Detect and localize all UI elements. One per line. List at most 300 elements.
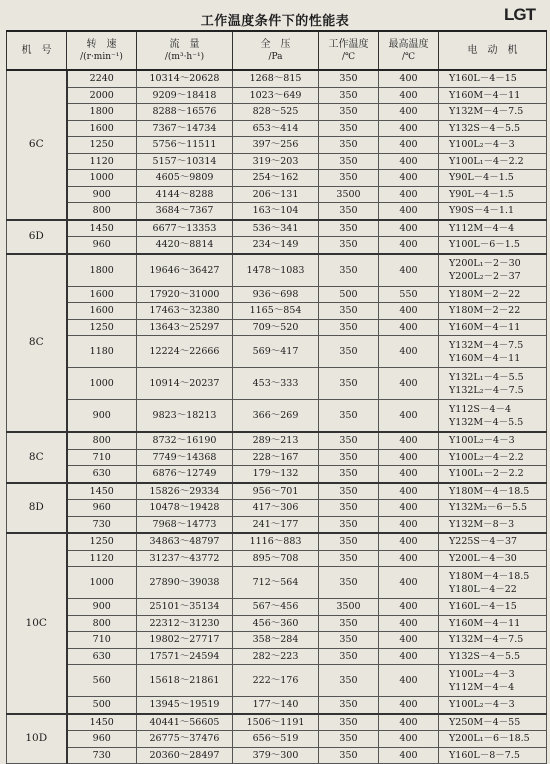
model-cell: 6D xyxy=(7,220,67,254)
flow-cell: 6876～12749 xyxy=(137,466,233,483)
max-temp-cell: 400 xyxy=(379,170,439,187)
pressure-cell: 1478～1083 xyxy=(233,254,319,287)
pressure-cell: 358～284 xyxy=(233,632,319,649)
flow-cell: 13945～19519 xyxy=(137,697,233,714)
work-temp-cell: 350 xyxy=(319,550,379,567)
pressure-cell: 254～162 xyxy=(233,170,319,187)
work-temp-cell: 350 xyxy=(319,70,379,87)
motor-cell xyxy=(439,87,547,104)
speed-cell: 1450 xyxy=(67,483,137,500)
motor-model: Y132S－4－5.5 xyxy=(449,122,521,134)
table-row xyxy=(7,170,547,187)
table-row xyxy=(7,70,547,87)
motor-cell xyxy=(439,137,547,154)
motor-model: Y132M₂－6－5.5 xyxy=(449,502,528,514)
publisher-logo: LGT xyxy=(504,5,535,24)
motor-cell xyxy=(439,286,547,303)
pressure-cell: 1116～883 xyxy=(233,533,319,550)
motor-model: Y200L₁－2－30 xyxy=(449,258,521,269)
motor-model: Y200L₁－6－18.5 xyxy=(449,733,530,745)
speed-cell: 2240 xyxy=(67,70,137,87)
table-row xyxy=(7,400,547,433)
table-row xyxy=(7,319,547,336)
motor-model: Y132M－4－5.5 xyxy=(449,416,524,428)
motor-cell xyxy=(439,170,547,187)
flow-cell: 6677～13353 xyxy=(137,220,233,237)
flow-cell: 9823～18213 xyxy=(137,400,233,433)
pressure-cell: 289～213 xyxy=(233,432,319,449)
max-temp-cell: 400 xyxy=(379,648,439,665)
motor-cell xyxy=(439,516,547,533)
motor-cell xyxy=(439,500,547,517)
max-temp-cell: 400 xyxy=(379,665,439,697)
pressure-cell: 453～333 xyxy=(233,368,319,400)
flow-cell: 15826～29334 xyxy=(137,483,233,500)
speed-cell: 1450 xyxy=(67,220,137,237)
speed-cell: 1000 xyxy=(67,170,137,187)
work-temp-cell: 350 xyxy=(319,336,379,368)
motor-model: Y160M－4－11 xyxy=(449,352,521,364)
max-temp-cell: 400 xyxy=(379,516,439,533)
max-temp-cell: 400 xyxy=(379,632,439,649)
table-row xyxy=(7,368,547,400)
motor-model: Y132L₂－4－7.5 xyxy=(449,384,524,396)
motor-model: Y100L₂－4－3 xyxy=(449,668,515,680)
table-row xyxy=(7,254,547,287)
work-temp-cell: 350 xyxy=(319,500,379,517)
work-temp-cell: 350 xyxy=(319,319,379,336)
model-cell: 8D xyxy=(7,483,67,534)
motor-cell xyxy=(439,254,547,287)
table-row xyxy=(7,104,547,121)
motor-cell xyxy=(439,336,547,368)
motor-model: Y132M－4－7.5 xyxy=(449,106,524,118)
motor-model: Y160M－4－11 xyxy=(449,617,521,629)
model-cell: 8C xyxy=(7,254,67,433)
table-row xyxy=(7,336,547,368)
max-temp-cell: 400 xyxy=(379,483,439,500)
max-temp-cell: 400 xyxy=(379,714,439,731)
flow-cell: 7749～14368 xyxy=(137,449,233,466)
pressure-cell: 177～140 xyxy=(233,697,319,714)
motor-model: Y180M－2－22 xyxy=(449,288,521,300)
speed-cell: 1600 xyxy=(67,120,137,137)
work-temp-cell: 350 xyxy=(319,483,379,500)
work-temp-cell: 350 xyxy=(319,303,379,320)
flow-cell: 4605～9809 xyxy=(137,170,233,187)
max-temp-cell: 400 xyxy=(379,220,439,237)
max-temp-cell: 400 xyxy=(379,449,439,466)
table-row xyxy=(7,615,547,632)
speed-cell: 1450 xyxy=(67,714,137,731)
work-temp-cell: 350 xyxy=(319,220,379,237)
motor-model: Y180M－2－22 xyxy=(449,305,521,317)
motor-model: Y180M－4－18.5 xyxy=(449,485,530,497)
pressure-cell: 712～564 xyxy=(233,567,319,599)
motor-model: Y100L₂－4－3 xyxy=(449,699,515,711)
motor-model: Y250M－4－55 xyxy=(449,716,521,728)
speed-cell: 900 xyxy=(67,599,137,616)
max-temp-cell: 400 xyxy=(379,254,439,287)
motor-model: Y100L₁－2－2.2 xyxy=(449,468,524,480)
pressure-cell: 956～701 xyxy=(233,483,319,500)
motor-model: Y160L－4－15 xyxy=(449,73,517,85)
flow-cell: 13643～25297 xyxy=(137,319,233,336)
pressure-cell: 1165～854 xyxy=(233,303,319,320)
max-temp-cell: 400 xyxy=(379,400,439,433)
table-row xyxy=(7,665,547,697)
motor-cell xyxy=(439,400,547,433)
model-cell: 10C xyxy=(7,533,67,714)
work-temp-cell: 3500 xyxy=(319,186,379,203)
work-temp-cell: 350 xyxy=(319,237,379,254)
max-temp-cell: 400 xyxy=(379,615,439,632)
work-temp-cell: 350 xyxy=(319,533,379,550)
table-row xyxy=(7,87,547,104)
flow-cell: 27890～39038 xyxy=(137,567,233,599)
flow-cell: 8288～16576 xyxy=(137,104,233,121)
work-temp-cell: 350 xyxy=(319,137,379,154)
max-temp-cell: 400 xyxy=(379,70,439,87)
work-temp-cell: 350 xyxy=(319,747,379,764)
header-row xyxy=(7,31,547,70)
table-row xyxy=(7,186,547,203)
table-row xyxy=(7,567,547,599)
motor-cell xyxy=(439,466,547,483)
pressure-cell: 569～417 xyxy=(233,336,319,368)
max-temp-cell: 400 xyxy=(379,599,439,616)
work-temp-cell: 350 xyxy=(319,104,379,121)
header-motor: 电 动 机 xyxy=(439,31,547,70)
flow-cell: 31237～43772 xyxy=(137,550,233,567)
flow-cell: 12224～22666 xyxy=(137,336,233,368)
speed-cell: 960 xyxy=(67,731,137,748)
max-temp-cell: 400 xyxy=(379,87,439,104)
motor-cell xyxy=(439,747,547,764)
flow-cell: 20360～28497 xyxy=(137,747,233,764)
motor-cell xyxy=(439,449,547,466)
speed-cell: 630 xyxy=(67,648,137,665)
motor-model: Y112M－4－4 xyxy=(449,222,515,234)
motor-model: Y200L－4－30 xyxy=(449,552,517,564)
max-temp-cell: 400 xyxy=(379,368,439,400)
flow-cell: 19646～36427 xyxy=(137,254,233,287)
flow-cell: 4144～8288 xyxy=(137,186,233,203)
motor-cell xyxy=(439,220,547,237)
work-temp-cell: 350 xyxy=(319,87,379,104)
table-row xyxy=(7,432,547,449)
pressure-cell: 536～341 xyxy=(233,220,319,237)
motor-cell xyxy=(439,665,547,697)
motor-model: Y100L₂－4－2.2 xyxy=(449,451,524,463)
max-temp-cell: 400 xyxy=(379,747,439,764)
speed-cell: 800 xyxy=(67,203,137,220)
speed-cell: 1250 xyxy=(67,319,137,336)
table-row xyxy=(7,449,547,466)
flow-cell: 15618～21861 xyxy=(137,665,233,697)
speed-cell: 1120 xyxy=(67,550,137,567)
speed-cell: 1250 xyxy=(67,137,137,154)
speed-cell: 1800 xyxy=(67,254,137,287)
max-temp-cell: 400 xyxy=(379,336,439,368)
flow-cell: 8732～16190 xyxy=(137,432,233,449)
table-row xyxy=(7,237,547,254)
work-temp-cell: 350 xyxy=(319,516,379,533)
motor-cell xyxy=(439,432,547,449)
motor-model: Y100L₂－4－3 xyxy=(449,139,515,151)
motor-model: Y112M－4－4 xyxy=(449,681,515,693)
work-temp-cell: 350 xyxy=(319,665,379,697)
work-temp-cell: 350 xyxy=(319,615,379,632)
performance-table xyxy=(6,30,547,764)
table-row xyxy=(7,533,547,550)
motor-cell xyxy=(439,368,547,400)
motor-cell xyxy=(439,203,547,220)
motor-model: Y100L₂－4－3 xyxy=(449,435,515,447)
motor-cell xyxy=(439,319,547,336)
speed-cell: 1000 xyxy=(67,567,137,599)
pressure-cell: 366～269 xyxy=(233,400,319,433)
table-row xyxy=(7,632,547,649)
max-temp-cell: 400 xyxy=(379,432,439,449)
motor-model: Y160L－8－7.5 xyxy=(449,749,520,761)
motor-cell xyxy=(439,70,547,87)
speed-cell: 800 xyxy=(67,432,137,449)
flow-cell: 10914～20237 xyxy=(137,368,233,400)
motor-model: Y100L－6－1.5 xyxy=(449,239,520,251)
table-row xyxy=(7,286,547,303)
table-body xyxy=(7,70,547,764)
motor-cell xyxy=(439,697,547,714)
max-temp-cell: 400 xyxy=(379,303,439,320)
speed-cell: 1800 xyxy=(67,104,137,121)
work-temp-cell: 3500 xyxy=(319,599,379,616)
model-cell: 8C xyxy=(7,432,67,483)
pressure-cell: 417～306 xyxy=(233,500,319,517)
flow-cell: 5157～10314 xyxy=(137,153,233,170)
header-flow: 流 量 /(m³·h⁻¹) xyxy=(137,31,233,70)
flow-cell: 7367～14734 xyxy=(137,120,233,137)
work-temp-cell: 350 xyxy=(319,203,379,220)
work-temp-cell: 350 xyxy=(319,368,379,400)
motor-cell xyxy=(439,567,547,599)
motor-cell xyxy=(439,615,547,632)
work-temp-cell: 500 xyxy=(319,286,379,303)
speed-cell: 2000 xyxy=(67,87,137,104)
speed-cell: 1180 xyxy=(67,336,137,368)
max-temp-cell: 400 xyxy=(379,237,439,254)
motor-model: Y132M－4－7.5 xyxy=(449,339,524,351)
pressure-cell: 179～132 xyxy=(233,466,319,483)
speed-cell: 1600 xyxy=(67,286,137,303)
motor-cell xyxy=(439,186,547,203)
flow-cell: 17463～32380 xyxy=(137,303,233,320)
work-temp-cell: 350 xyxy=(319,648,379,665)
max-temp-cell: 550 xyxy=(379,286,439,303)
work-temp-cell: 350 xyxy=(319,731,379,748)
motor-model: Y160M－4－11 xyxy=(449,321,521,333)
motor-cell xyxy=(439,483,547,500)
max-temp-cell: 400 xyxy=(379,203,439,220)
motor-model: Y160L－4－15 xyxy=(449,601,517,613)
speed-cell: 710 xyxy=(67,632,137,649)
pressure-cell: 936～698 xyxy=(233,286,319,303)
max-temp-cell: 400 xyxy=(379,550,439,567)
table-row xyxy=(7,120,547,137)
table-row xyxy=(7,466,547,483)
flow-cell: 22312～31230 xyxy=(137,615,233,632)
table-row xyxy=(7,550,547,567)
max-temp-cell: 400 xyxy=(379,186,439,203)
max-temp-cell: 400 xyxy=(379,120,439,137)
motor-model: Y132S－4－5.5 xyxy=(449,650,521,662)
motor-model: Y180L－4－22 xyxy=(449,583,517,595)
table-row xyxy=(7,220,547,237)
max-temp-cell: 400 xyxy=(379,319,439,336)
flow-cell: 4420～8814 xyxy=(137,237,233,254)
speed-cell: 730 xyxy=(67,747,137,764)
motor-model: Y180M－4－18.5 xyxy=(449,570,530,582)
max-temp-cell: 400 xyxy=(379,104,439,121)
max-temp-cell: 400 xyxy=(379,697,439,714)
work-temp-cell: 350 xyxy=(319,432,379,449)
pressure-cell: 282～223 xyxy=(233,648,319,665)
header-max-temp: 最高温度 /℃ xyxy=(379,31,439,70)
header-work-temp: 工作温度 /℃ xyxy=(319,31,379,70)
motor-model: Y90L－4－1.5 xyxy=(449,172,514,184)
table-row xyxy=(7,747,547,764)
pressure-cell: 567～456 xyxy=(233,599,319,616)
max-temp-cell: 400 xyxy=(379,731,439,748)
motor-model: Y160M－4－11 xyxy=(449,89,521,101)
table-row xyxy=(7,153,547,170)
speed-cell: 960 xyxy=(67,500,137,517)
pressure-cell: 379～300 xyxy=(233,747,319,764)
pressure-cell: 319～203 xyxy=(233,153,319,170)
motor-cell xyxy=(439,648,547,665)
speed-cell: 1600 xyxy=(67,303,137,320)
table-row xyxy=(7,697,547,714)
motor-cell xyxy=(439,237,547,254)
motor-model: Y100L₁－4－2.2 xyxy=(449,155,524,167)
table-title: 工作温度条件下的性能表 xyxy=(200,14,350,29)
pressure-cell: 241～177 xyxy=(233,516,319,533)
flow-cell: 17920～31000 xyxy=(137,286,233,303)
work-temp-cell: 350 xyxy=(319,120,379,137)
pressure-cell: 234～149 xyxy=(233,237,319,254)
pressure-cell: 397～256 xyxy=(233,137,319,154)
table-row xyxy=(7,203,547,220)
table-row xyxy=(7,137,547,154)
flow-cell: 10314～20628 xyxy=(137,70,233,87)
pressure-cell: 1023～649 xyxy=(233,87,319,104)
motor-model: Y90L－4－1.5 xyxy=(449,188,514,200)
work-temp-cell: 350 xyxy=(319,400,379,433)
work-temp-cell: 350 xyxy=(319,153,379,170)
table-row xyxy=(7,516,547,533)
flow-cell: 34863～48797 xyxy=(137,533,233,550)
work-temp-cell: 350 xyxy=(319,714,379,731)
speed-cell: 710 xyxy=(67,449,137,466)
flow-cell: 5756～11511 xyxy=(137,137,233,154)
motor-model: Y225S－4－37 xyxy=(449,536,518,548)
flow-cell: 19802～27717 xyxy=(137,632,233,649)
table-row xyxy=(7,714,547,731)
motor-cell xyxy=(439,104,547,121)
speed-cell: 900 xyxy=(67,400,137,433)
speed-cell: 500 xyxy=(67,697,137,714)
table-row xyxy=(7,483,547,500)
speed-cell: 560 xyxy=(67,665,137,697)
pressure-cell: 163～104 xyxy=(233,203,319,220)
pressure-cell: 206～131 xyxy=(233,186,319,203)
motor-model: Y200L₂－2－37 xyxy=(449,271,521,282)
motor-cell xyxy=(439,714,547,731)
motor-model: Y132L₁－4－5.5 xyxy=(449,371,524,383)
speed-cell: 730 xyxy=(67,516,137,533)
table-row xyxy=(7,648,547,665)
motor-cell xyxy=(439,632,547,649)
pressure-cell: 1506～1191 xyxy=(233,714,319,731)
pressure-cell: 653～414 xyxy=(233,120,319,137)
flow-cell: 40441～56605 xyxy=(137,714,233,731)
flow-cell: 9209～18418 xyxy=(137,87,233,104)
motor-model: Y132M－4－7.5 xyxy=(449,634,524,646)
speed-cell: 960 xyxy=(67,237,137,254)
motor-cell xyxy=(439,599,547,616)
pressure-cell: 656～519 xyxy=(233,731,319,748)
pressure-cell: 228～167 xyxy=(233,449,319,466)
header-pressure: 全 压 /Pa xyxy=(233,31,319,70)
header-speed: 转 速 /(r·min⁻¹) xyxy=(67,31,137,70)
model-cell: 6C xyxy=(7,70,67,220)
work-temp-cell: 350 xyxy=(319,632,379,649)
flow-cell: 7968～14773 xyxy=(137,516,233,533)
pressure-cell: 828～525 xyxy=(233,104,319,121)
pressure-cell: 709～520 xyxy=(233,319,319,336)
work-temp-cell: 350 xyxy=(319,170,379,187)
max-temp-cell: 400 xyxy=(379,567,439,599)
flow-cell: 17571～24594 xyxy=(137,648,233,665)
table-row xyxy=(7,500,547,517)
flow-cell: 26775～37476 xyxy=(137,731,233,748)
header-model: 机 号 xyxy=(7,31,67,70)
motor-cell xyxy=(439,533,547,550)
motor-cell xyxy=(439,153,547,170)
max-temp-cell: 400 xyxy=(379,466,439,483)
motor-cell xyxy=(439,303,547,320)
motor-cell xyxy=(439,120,547,137)
table-row xyxy=(7,599,547,616)
work-temp-cell: 350 xyxy=(319,254,379,287)
work-temp-cell: 350 xyxy=(319,466,379,483)
pressure-cell: 456～360 xyxy=(233,615,319,632)
model-cell: 10D xyxy=(7,714,67,764)
speed-cell: 900 xyxy=(67,186,137,203)
motor-model: Y132M－8－3 xyxy=(449,518,515,530)
speed-cell: 630 xyxy=(67,466,137,483)
flow-cell: 3684～7367 xyxy=(137,203,233,220)
flow-cell: 25101～35134 xyxy=(137,599,233,616)
work-temp-cell: 350 xyxy=(319,449,379,466)
speed-cell: 800 xyxy=(67,615,137,632)
max-temp-cell: 400 xyxy=(379,137,439,154)
flow-cell: 10478～19428 xyxy=(137,500,233,517)
speed-cell: 1250 xyxy=(67,533,137,550)
max-temp-cell: 400 xyxy=(379,153,439,170)
max-temp-cell: 400 xyxy=(379,533,439,550)
work-temp-cell: 350 xyxy=(319,567,379,599)
